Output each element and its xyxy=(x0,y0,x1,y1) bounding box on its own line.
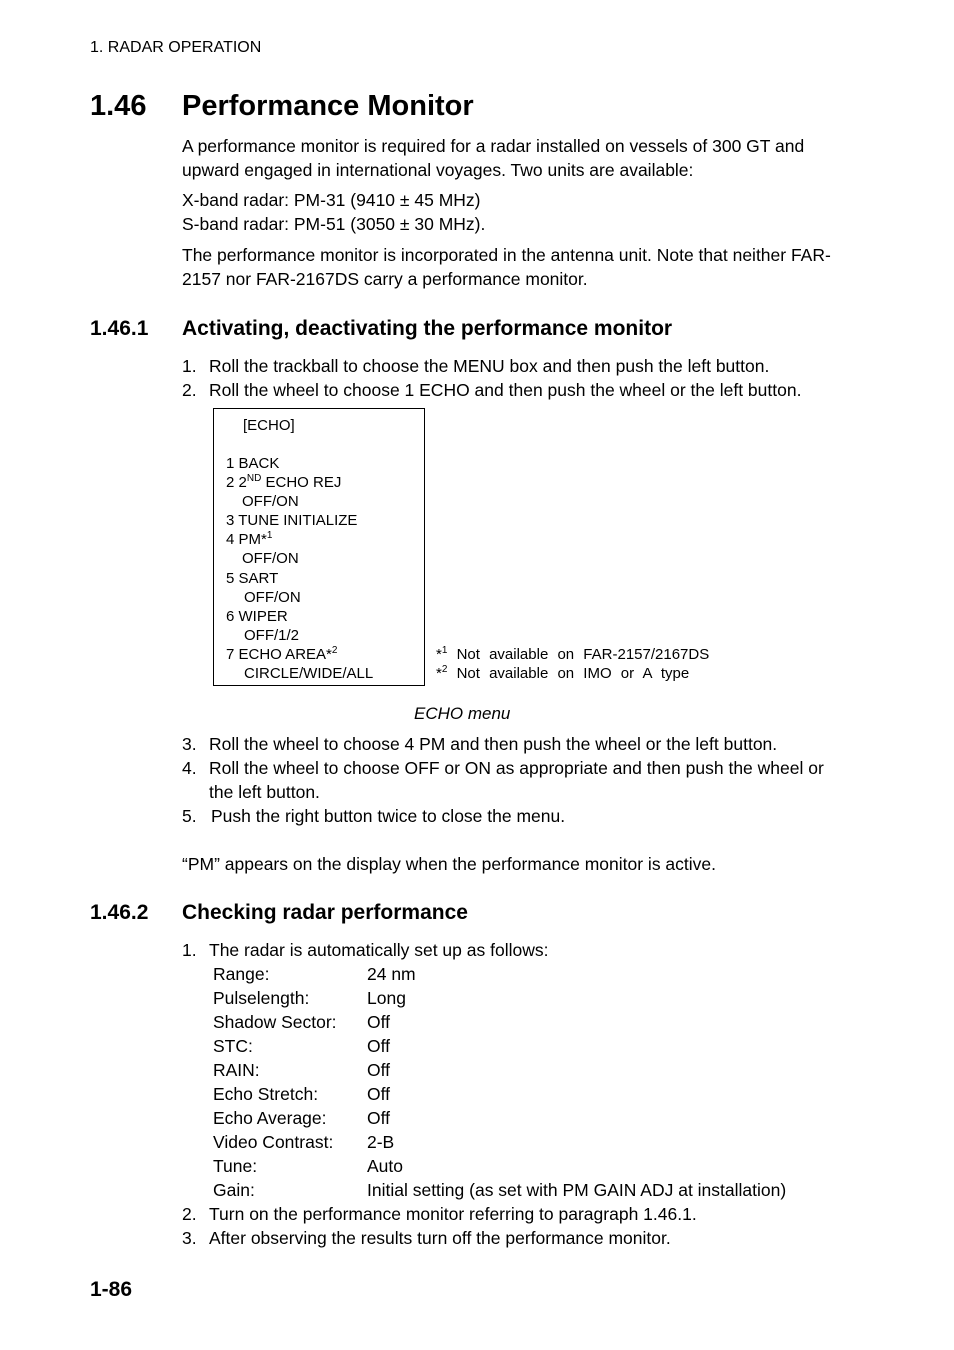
setting-key: Echo Stretch: xyxy=(213,1084,319,1104)
step-number: 3. xyxy=(182,734,197,754)
subsection-number-1: 1.46.1 xyxy=(90,317,149,340)
setting-key: Pulselength: xyxy=(213,988,310,1008)
setting-value: Off xyxy=(367,1108,391,1128)
setting-value: Auto xyxy=(367,1156,403,1176)
setting-key: RAIN: xyxy=(213,1060,260,1080)
step-number: 3. xyxy=(182,1228,197,1248)
section-heading xyxy=(90,90,474,123)
setting-key: Tune: xyxy=(213,1156,258,1176)
echo-menu-box xyxy=(213,408,425,686)
setting-value: 2-B xyxy=(367,1132,395,1152)
pm-display-note: “PM” appears on the display when the performance monitor is active. xyxy=(182,854,717,874)
setting-key: Video Contrast: xyxy=(213,1132,334,1152)
step-number: 5. xyxy=(182,806,197,826)
step-text: After observing the results turn off the performance monitor. xyxy=(209,1228,671,1248)
step-number: 2. xyxy=(182,380,197,400)
list-item xyxy=(182,378,852,402)
setting-value: Initial setting (as set with PM GAIN ADJ at installation) xyxy=(367,1180,787,1200)
menu-item-back: 1 BACK xyxy=(226,455,280,472)
steps-list-a xyxy=(182,354,852,402)
menu-option-sart: OFF/ON xyxy=(244,589,301,606)
steps-list-c xyxy=(182,938,852,962)
menu-option-pm: OFF/ON xyxy=(242,550,299,567)
subsection-title-1: Activating, deactivating the performance monitor xyxy=(182,317,673,340)
running-header: 1. RADAR OPERATION xyxy=(90,39,262,56)
footnote-2: *$^2$ Not available on IMO or A type xyxy=(436,664,690,682)
steps-list-b xyxy=(182,732,852,828)
menu-item-pm: 4 PM*$^1$ xyxy=(226,530,273,548)
footnote-1: *$^1$ Not available on FAR-2157/2167DS xyxy=(436,645,710,663)
setting-value: Long xyxy=(367,988,406,1008)
section-title: Performance Monitor xyxy=(182,90,474,122)
list-item xyxy=(182,1202,852,1226)
intro-paragraph: A performance monitor is required for a radar installed on vessels of 300 GT and upward engaged in international voyages. Two units are available: xyxy=(182,136,805,180)
figure-caption: ECHO menu xyxy=(414,704,511,723)
menu-item-sart: 5 SART xyxy=(226,570,279,587)
setting-key: Gain: xyxy=(213,1180,255,1200)
menu-item-wiper: 6 WIPER xyxy=(226,608,288,625)
step-number: 1. xyxy=(182,940,197,960)
menu-option-wiper: OFF/1/2 xyxy=(244,627,300,644)
step-text: The radar is automatically set up as follows: xyxy=(209,940,549,960)
list-item xyxy=(182,804,852,828)
antenna-note: The performance monitor is incorporated in the antenna unit. Note that neither FAR-2157 nor FAR-2167DS carry a performance monitor. xyxy=(182,245,831,289)
menu-title: [ECHO] xyxy=(243,417,295,434)
step-text: Roll the wheel to choose 4 PM and then push the wheel or the left button. xyxy=(209,734,778,754)
setting-value: Off xyxy=(367,1012,391,1032)
setting-value: Off xyxy=(367,1036,391,1056)
subsection-heading-2 xyxy=(90,901,468,925)
step-text: Roll the wheel to choose OFF or ON as appropriate and then push the wheel or the left button. xyxy=(209,758,824,802)
step-number: 4. xyxy=(182,758,197,778)
step-number: 2. xyxy=(182,1204,197,1224)
list-item xyxy=(182,354,852,378)
list-item xyxy=(182,938,852,962)
section-number: 1.46 xyxy=(90,90,147,122)
list-item xyxy=(182,1226,852,1250)
list-item xyxy=(182,756,852,804)
step-number: 1. xyxy=(182,356,197,376)
menu-item-echo-area: 7 ECHO AREA*$^2$ xyxy=(226,645,338,663)
setting-value: 24 nm xyxy=(367,964,416,984)
setting-value: Off xyxy=(367,1084,391,1104)
menu-item-2nd-echo-rej: 2 2ND ECHO REJ xyxy=(226,473,342,491)
menu-option-2nd-echo-rej: OFF/ON xyxy=(242,493,299,510)
steps-list-d xyxy=(182,1202,852,1250)
setting-value: Off xyxy=(367,1060,391,1080)
setting-key: Echo Average: xyxy=(213,1108,327,1128)
step-text: Turn on the performance monitor referring to paragraph 1.46.1. xyxy=(209,1204,697,1224)
step-text: Roll the wheel to choose 1 ECHO and then push the wheel or the left button. xyxy=(209,380,802,400)
menu-item-tune-initialize: 3 TUNE INITIALIZE xyxy=(226,512,358,529)
page-number: 1-86 xyxy=(90,1278,133,1301)
setting-key: STC: xyxy=(213,1036,253,1056)
step-text: Push the right button twice to close the menu. xyxy=(211,806,566,826)
subsection-number-2: 1.46.2 xyxy=(90,901,149,924)
setting-key: Shadow Sector: xyxy=(213,1012,337,1032)
subsection-title-2: Checking radar performance xyxy=(182,901,468,924)
step-text: Roll the trackball to choose the MENU box and then push the left button. xyxy=(209,356,770,376)
unit-xband: X-band radar: PM-31 (9410 ± 45 MHz) xyxy=(182,190,481,210)
unit-sband: S-band radar: PM-51 (3050 ± 30 MHz). xyxy=(182,214,486,234)
list-item xyxy=(182,732,852,756)
menu-option-echo-area: CIRCLE/WIDE/ALL xyxy=(244,665,374,682)
subsection-heading-1 xyxy=(90,317,672,341)
setting-key: Range: xyxy=(213,964,270,984)
